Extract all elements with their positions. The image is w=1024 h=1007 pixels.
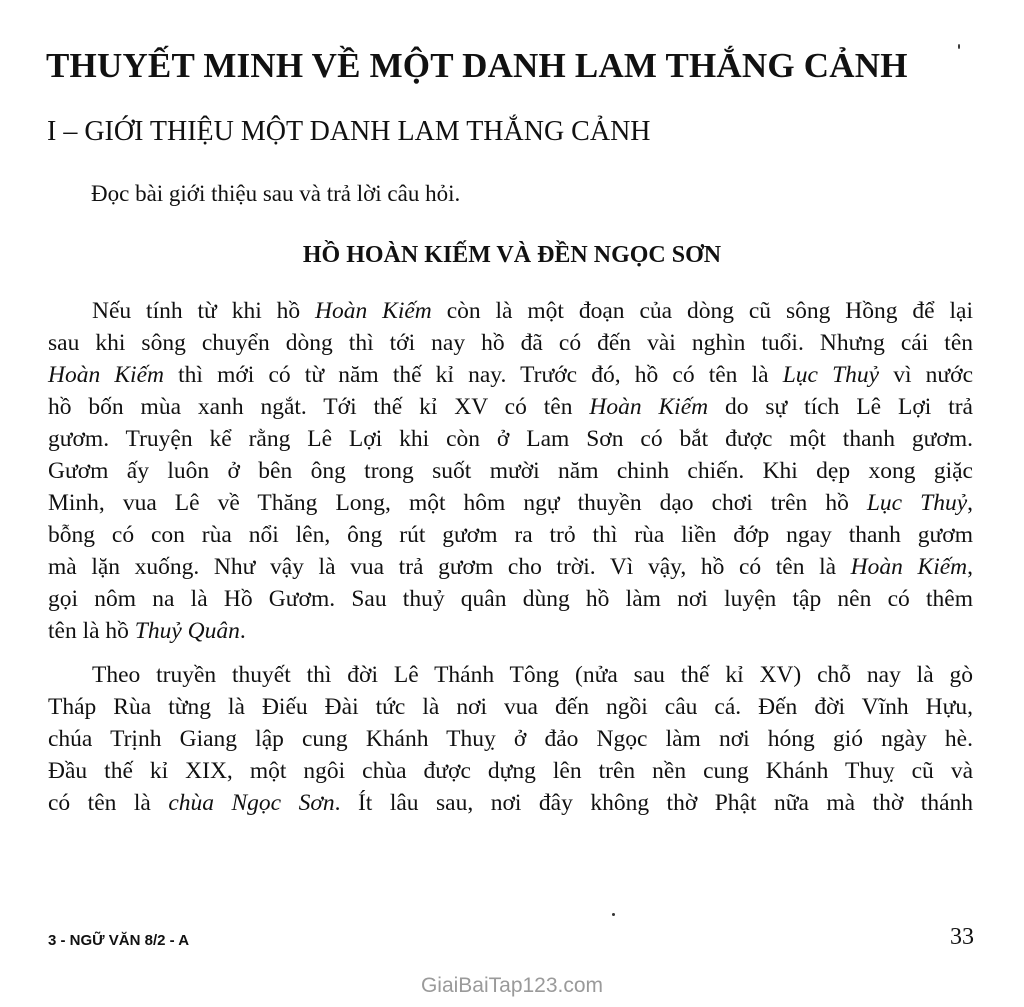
scan-speck [958, 44, 960, 49]
text-line: Hoàn Kiếm thì mới có từ năm thế kỉ nay. Trước đó, hồ có tên là Lục Thuỷ vì nước [48, 362, 974, 388]
article-body [48, 295, 973, 819]
page-number: 33 [950, 924, 974, 950]
text-line: chúa Trịnh Giang lập cung Khánh Thuỵ ở đảo Ngọc làm nơi hóng gió ngày hè. [48, 726, 973, 752]
text-line: Gươm ấy luôn ở bên ông trong suốt mười năm chinh chiến. Khi dẹp xong giặc [48, 458, 973, 484]
text-line: có tên là chùa Ngọc Sơn. Ít lâu sau, nơi đây không thờ Phật nữa mà thờ thánh [48, 790, 974, 816]
instruction-text: Đọc bài giới thiệu sau và trả lời câu hỏi. [91, 181, 461, 206]
text-line: Đầu thế kỉ XIX, một ngôi chùa được dựng lên trên nền cung Khánh Thuỵ cũ và [48, 758, 973, 784]
paragraph-spacing [48, 647, 973, 659]
paragraph-1 [48, 295, 973, 647]
text-line: gọi nôm na là Hồ Gươm. Sau thuỷ quân dùng hồ làm nơi luyện tập nên có thêm [48, 586, 973, 612]
scan-speck [612, 913, 615, 916]
text-line: hồ bốn mùa xanh ngắt. Tới thế kỉ XV có tên Hoàn Kiếm do sự tích Lê Lợi trả [48, 394, 973, 420]
text-line: Minh, vua Lê về Thăng Long, một hôm ngự thuyền dạo chơi trên hồ Lục Thuỷ, [48, 490, 974, 516]
text-line: mà lặn xuống. Như vậy là vua trả gươm cho trời. Vì vậy, hồ có tên là Hoàn Kiếm, [48, 554, 973, 580]
section-heading: I – GIỚI THIỆU MỘT DANH LAM THẮNG CẢNH [47, 116, 651, 147]
text-line: Nếu tính từ khi hồ Hoàn Kiếm còn là một đoạn của dòng cũ sông Hồng để lại [92, 298, 973, 324]
article-title: HỒ HOÀN KIẾM VÀ ĐỀN NGỌC SƠN [302, 242, 722, 268]
site-watermark: GiaiBaiTap123.com [420, 974, 604, 997]
page-title: THUYẾT MINH VỀ MỘT DANH LAM THẮNG CẢNH [46, 46, 908, 85]
text-line: sau khi sông chuyển dòng thì tới nay hồ đã có đến vài nghìn tuổi. Nhưng cái tên [48, 330, 973, 356]
text-line: gươm. Truyện kể rằng Lê Lợi khi còn ở Lam Sơn có bắt được một thanh gươm. [48, 426, 973, 452]
text-line: Theo truyền thuyết thì đời Lê Thánh Tông (nửa sau thế kỉ XV) chỗ nay là gò [92, 662, 973, 688]
text-line: Tháp Rùa từng là Điếu Đài tức là nơi vua đến ngồi câu cá. Đến đời Vĩnh Hựu, [48, 694, 973, 720]
text-line: bỗng có con rùa nổi lên, ông rút gươm ra trỏ thì rùa liền đớp ngay thanh gươm [48, 522, 973, 548]
book-label: 3 - NGỮ VĂN 8/2 - A [48, 932, 190, 949]
text-line: tên là hồ Thuỷ Quân. [48, 618, 246, 644]
paragraph-2 [48, 659, 973, 819]
